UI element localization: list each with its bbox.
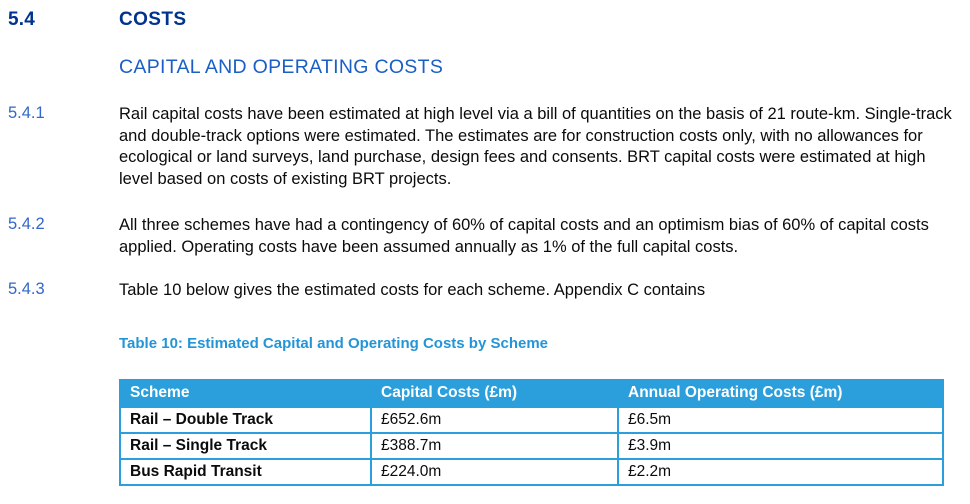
section-heading-row — [8, 9, 958, 31]
header-operating-costs: Annual Operating Costs (£m) — [618, 380, 943, 407]
table-caption: Table 10: Estimated Capital and Operating Costs by Scheme — [119, 335, 549, 352]
paragraph-number: 5.4.3 — [8, 280, 45, 298]
paragraph-number: 5.4.2 — [8, 215, 45, 233]
cell-operating-cost: £2.2m — [618, 459, 943, 485]
cell-operating-cost: £3.9m — [618, 433, 943, 459]
paragraph-text: Table 10 below gives the estimated costs for each scheme. Appendix C contains — [119, 281, 706, 299]
cell-capital-cost: £388.7m — [371, 433, 618, 459]
paragraph-text: All three schemes have had a contingency of 60% of capital costs and an optimism bias of 60% of capital costs applied. Operating costs have been assumed annually as 1% of the full capital costs. — [119, 216, 929, 256]
table-row — [120, 407, 943, 433]
cell-scheme: Rail – Single Track — [120, 433, 371, 459]
table-header-row — [120, 380, 943, 407]
paragraph-5-4-1 — [8, 104, 958, 190]
subsection-heading-row — [8, 56, 958, 79]
section-title: COSTS — [119, 9, 187, 30]
paragraph-number: 5.4.1 — [8, 104, 45, 122]
header-capital-costs: Capital Costs (£m) — [371, 380, 618, 407]
table-row — [120, 433, 943, 459]
paragraph-5-4-3 — [8, 280, 958, 302]
paragraph-5-4-2 — [8, 215, 958, 258]
costs-table — [119, 379, 944, 486]
cell-capital-cost: £224.0m — [371, 459, 618, 485]
section-number: 5.4 — [8, 9, 36, 30]
header-scheme: Scheme — [120, 380, 371, 407]
paragraph-text: Rail capital costs have been estimated at high level via a bill of quantities on the basis of 21 route-km. Single-track and double-track options were estimated. The estimates are for construction costs only, with no allowances for ecological or land surveys, land purchase, design fees and consents. BRT capital costs were estimated at high level based on costs of existing BRT projects. — [119, 105, 952, 188]
cell-operating-cost: £6.5m — [618, 407, 943, 433]
cell-capital-cost: £652.6m — [371, 407, 618, 433]
cell-scheme: Rail – Double Track — [120, 407, 371, 433]
table-row — [120, 459, 943, 485]
subsection-title: CAPITAL AND OPERATING COSTS — [119, 56, 444, 78]
cell-scheme: Bus Rapid Transit — [120, 459, 371, 485]
